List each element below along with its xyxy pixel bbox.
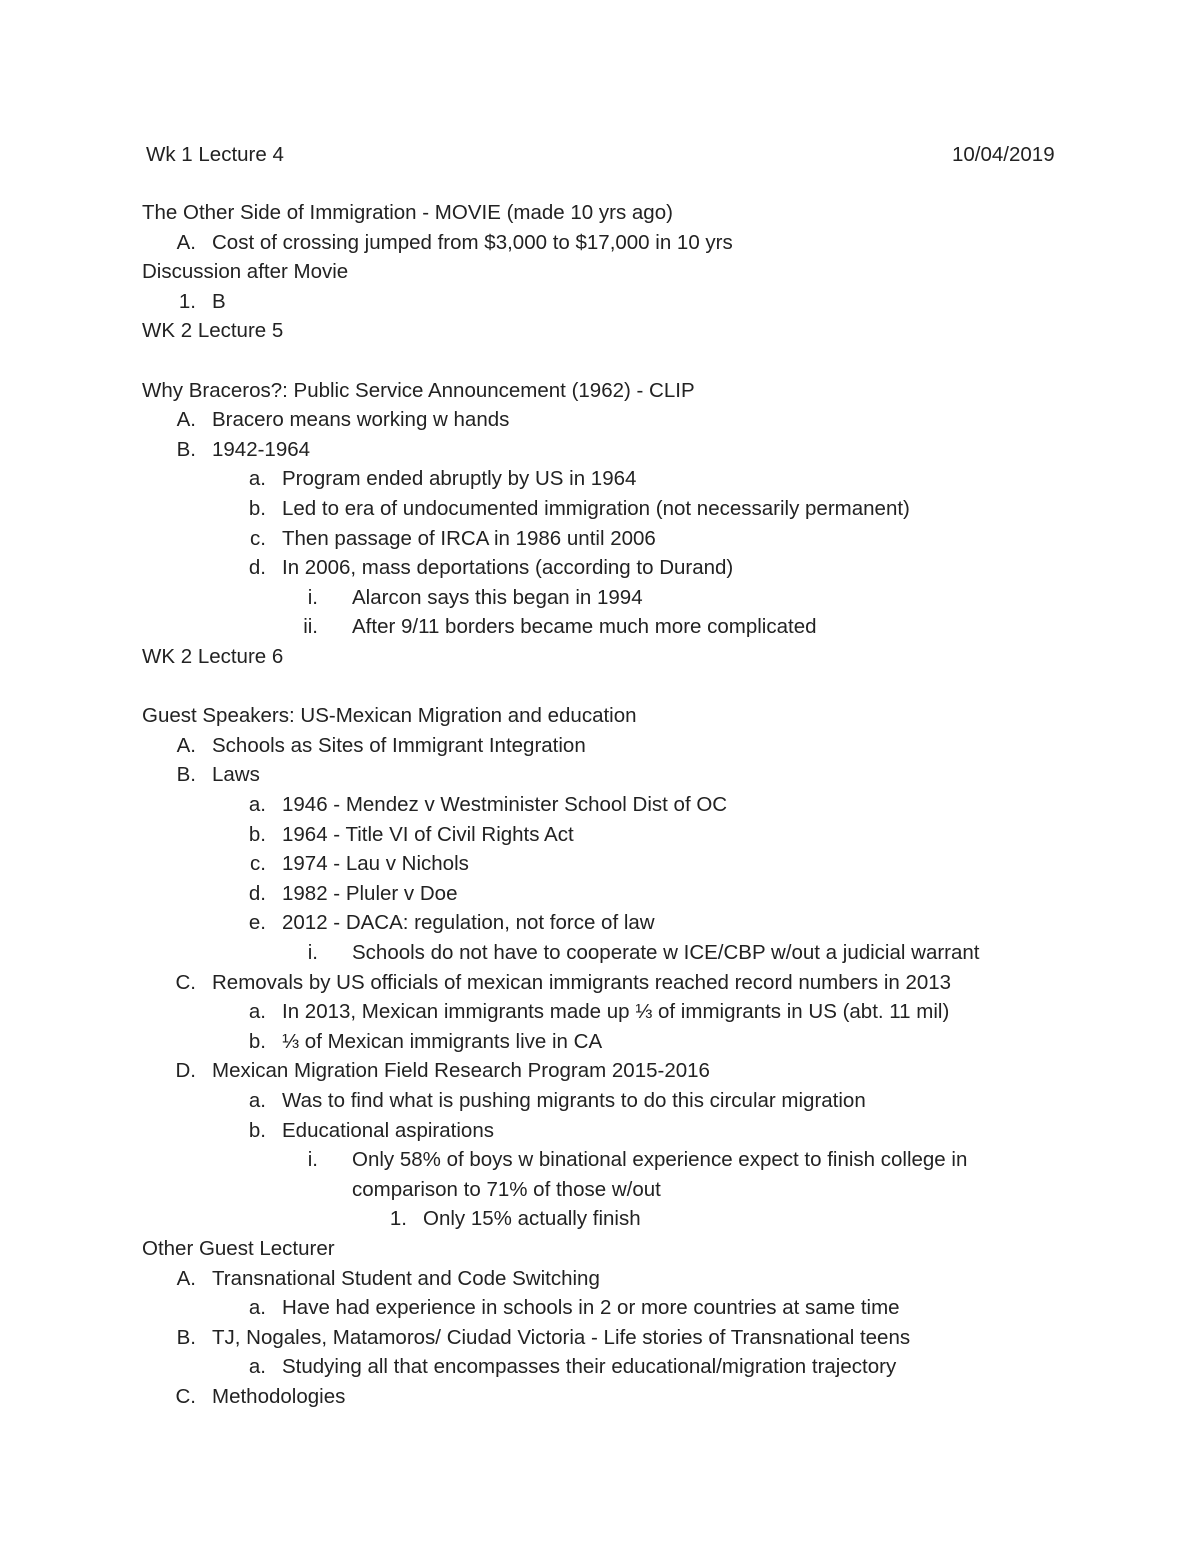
outline-item xyxy=(0,882,1200,906)
outline-heading xyxy=(0,349,1200,373)
outline-text: Schools do not have to cooperate w ICE/CBP w/out a judicial warrant xyxy=(352,941,980,964)
outline-text: 2012 - DACA: regulation, not force of law xyxy=(282,911,655,935)
outline-item xyxy=(0,1089,1200,1113)
outline-marker: b. xyxy=(248,1118,266,1142)
outline-text: Removals by US officials of mexican immigrants reached record numbers in 2013 xyxy=(212,970,952,994)
outline-text: Led to era of undocumented immigration (not necessarily permanent) xyxy=(282,497,910,520)
outline-marker: 1. xyxy=(178,289,196,313)
outline-marker: B. xyxy=(176,437,196,461)
outline-heading xyxy=(0,379,1200,403)
outline-item xyxy=(0,971,1200,995)
outline-text: Schools as Sites of Immigrant Integration xyxy=(212,733,586,757)
outline-text: B xyxy=(212,289,226,313)
outline-text: Program ended abruptly by US in 1964 xyxy=(282,467,637,491)
outline-text: Only 58% of boys w binational experience expect to finish college in xyxy=(352,1148,968,1172)
outline-text: 1982 - Pluler v Doe xyxy=(282,881,458,905)
outline-item xyxy=(0,1267,1200,1291)
outline-heading xyxy=(0,201,1200,225)
outline-marker: a. xyxy=(248,1000,266,1024)
outline-marker: ii. xyxy=(303,615,318,639)
outline-item xyxy=(0,586,1200,610)
outline-marker: e. xyxy=(248,911,266,935)
outline-item xyxy=(0,823,1200,847)
outline-marker: B. xyxy=(176,1325,196,1349)
lecture-date: 10/04/2019 xyxy=(952,143,1055,166)
outline-marker: A. xyxy=(176,1266,196,1290)
outline-text: ⅓ of Mexican immigrants live in CA xyxy=(282,1029,603,1053)
outline-item xyxy=(0,556,1200,580)
outline-item xyxy=(0,941,1200,965)
outline-marker: a. xyxy=(248,1089,266,1112)
outline-text: WK 2 Lecture 6 xyxy=(142,645,284,668)
outline-item xyxy=(0,1119,1200,1143)
outline-item xyxy=(0,1355,1200,1379)
outline-marker: a. xyxy=(248,793,266,816)
outline-text: Mexican Migration Field Research Program 2015-2016 xyxy=(212,1059,710,1083)
outline-marker: A. xyxy=(176,408,196,432)
outline-marker: i. xyxy=(307,941,318,964)
outline-marker: C. xyxy=(175,1385,196,1408)
outline-item xyxy=(0,497,1200,521)
outline-item xyxy=(0,763,1200,787)
outline-marker: c. xyxy=(250,852,266,876)
outline-marker: d. xyxy=(248,881,266,905)
outline-item xyxy=(0,1296,1200,1320)
outline-heading xyxy=(0,319,1200,343)
outline-item xyxy=(0,911,1200,935)
outline-text: Cost of crossing jumped from $3,000 to $17,000 in 10 yrs xyxy=(212,230,733,254)
outline-item xyxy=(0,290,1200,314)
outline-marker: 1. xyxy=(389,1207,407,1231)
outline-text: In 2013, Mexican immigrants made up ⅓ of immigrants in US (abt. 11 mil) xyxy=(282,1000,950,1024)
outline-text: Why Braceros?: Public Service Announcement (1962) - CLIP xyxy=(142,378,695,402)
outline-marker: b. xyxy=(248,497,266,520)
outline-item xyxy=(0,1178,1200,1202)
outline-item xyxy=(0,1148,1200,1172)
outline-marker: d. xyxy=(248,556,266,580)
outline-marker: D. xyxy=(175,1059,196,1083)
outline-marker: A. xyxy=(176,230,196,254)
outline-text: Have had experience in schools in 2 or more countries at same time xyxy=(282,1296,900,1320)
outline-heading xyxy=(0,1237,1200,1261)
outline-item xyxy=(0,1207,1200,1231)
outline-marker: i. xyxy=(307,1148,318,1172)
outline-text: Was to find what is pushing migrants to do this circular migration xyxy=(282,1089,866,1112)
outline-item xyxy=(0,1059,1200,1083)
outline-text: TJ, Nogales, Matamoros/ Ciudad Victoria - Life stories of Transnational teens xyxy=(212,1325,911,1349)
lecture-title: Wk 1 Lecture 4 xyxy=(146,143,284,166)
outline-text: Alarcon says this began in 1994 xyxy=(352,585,643,609)
outline-heading xyxy=(0,645,1200,669)
outline-item xyxy=(0,408,1200,432)
outline-item xyxy=(0,615,1200,639)
outline-text: Bracero means working w hands xyxy=(212,408,510,432)
outline-text: Discussion after Movie xyxy=(142,260,349,284)
outline-item xyxy=(0,467,1200,491)
outline-text: Guest Speakers: US-Mexican Migration and education xyxy=(142,704,637,728)
outline-text: The Other Side of Immigration - MOVIE (made 10 yrs ago) xyxy=(142,201,673,224)
outline-item xyxy=(0,438,1200,462)
outline-heading xyxy=(0,675,1200,699)
outline-text: Then passage of IRCA in 1986 until 2006 xyxy=(282,526,656,550)
outline-marker: C. xyxy=(175,970,196,994)
outline-marker: a. xyxy=(248,1355,266,1379)
outline-text: Studying all that encompasses their educational/migration trajectory xyxy=(282,1355,897,1379)
outline-item xyxy=(0,734,1200,758)
outline-text: Laws xyxy=(212,763,260,787)
outline-item xyxy=(0,1030,1200,1054)
outline-text: 1942-1964 xyxy=(212,437,311,461)
outline-item xyxy=(0,1000,1200,1024)
outline-marker: b. xyxy=(248,1029,266,1053)
outline-heading xyxy=(0,260,1200,284)
outline-item xyxy=(0,793,1200,817)
outline-item xyxy=(0,1385,1200,1409)
outline-marker: a. xyxy=(248,1296,266,1320)
outline-text: In 2006, mass deportations (according to Durand) xyxy=(282,556,734,580)
outline-text: comparison to 71% of those w/out xyxy=(352,1177,661,1201)
outline-text: Educational aspirations xyxy=(282,1118,494,1142)
outline-item xyxy=(0,231,1200,255)
outline-text: Transnational Student and Code Switching xyxy=(212,1266,600,1290)
outline-item xyxy=(0,527,1200,551)
outline-marker: c. xyxy=(250,526,266,550)
outline-text: 1974 - Lau v Nichols xyxy=(282,852,469,876)
outline-text: WK 2 Lecture 5 xyxy=(142,319,284,343)
header-line xyxy=(0,143,1200,167)
outline-text: After 9/11 borders became much more complicated xyxy=(352,615,817,639)
outline-marker: B. xyxy=(176,763,196,787)
outline-marker: A. xyxy=(176,733,196,757)
outline-item xyxy=(0,1326,1200,1350)
outline-marker: i. xyxy=(307,585,318,609)
outline-text: 1964 - Title VI of Civil Rights Act xyxy=(282,822,574,846)
outline-marker: b. xyxy=(248,822,266,846)
outline-text: Methodologies xyxy=(212,1385,346,1408)
outline-heading xyxy=(0,704,1200,728)
outline-text: Only 15% actually finish xyxy=(423,1207,641,1231)
outline-text: 1946 - Mendez v Westminister School Dist of OC xyxy=(282,793,728,816)
outline-text: Other Guest Lecturer xyxy=(142,1237,335,1260)
outline-item xyxy=(0,852,1200,876)
outline-marker: a. xyxy=(248,467,266,491)
